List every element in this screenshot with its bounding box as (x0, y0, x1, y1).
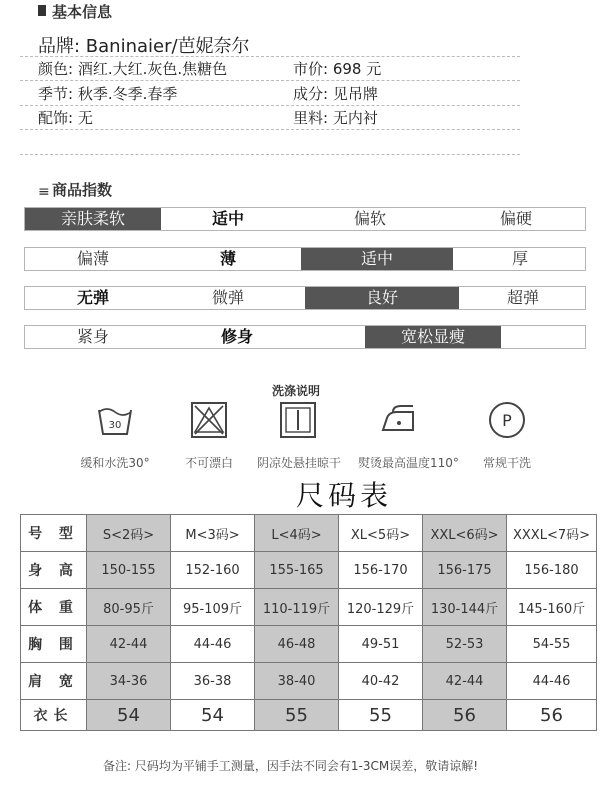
index-row (24, 207, 586, 231)
size-cell: 55 (339, 700, 423, 731)
size-cell: 54 (87, 700, 171, 731)
size-cell: 156-175 (423, 552, 507, 589)
size-cell: 衣长 (21, 700, 87, 731)
size-cell: 36-38 (171, 663, 255, 700)
index-cell: 紧身 (76, 327, 109, 346)
index-cell: 适中 (211, 209, 244, 228)
size-cell: 肩 宽 (21, 663, 87, 700)
size-column-header: L<4码> (255, 515, 339, 552)
size-cell: 44-46 (171, 626, 255, 663)
wash-30-icon (95, 400, 135, 440)
list-icon: ≡ (38, 184, 50, 200)
index-cell: 良好 (305, 287, 459, 309)
size-cell: 155-165 (255, 552, 339, 589)
basic-info-title: 基本信息 (52, 3, 113, 21)
brand-field: 品牌: Baninaier/芭妮奈尔 (38, 36, 250, 57)
svg-text:30: 30 (108, 420, 122, 431)
size-cell: 55 (255, 700, 339, 731)
document-icon (38, 5, 46, 16)
size-table-title: 尺码表 (296, 479, 393, 512)
size-column-header: M<3码> (171, 515, 255, 552)
size-cell: 38-40 (255, 663, 339, 700)
care-item (358, 400, 459, 471)
care-item (257, 400, 342, 471)
size-column-header: XL<5码> (339, 515, 423, 552)
care-label: 不可漂白 (184, 456, 233, 470)
index-cell: 薄 (219, 249, 236, 268)
size-column-header: 号 型 (21, 515, 87, 552)
size-cell: 156-180 (507, 552, 597, 589)
size-cell: 152-160 (171, 552, 255, 589)
composition-field: 成分: 见吊牌 (293, 85, 378, 103)
index-cell: 修身 (220, 327, 253, 346)
index-cell: 偏软 (353, 209, 386, 228)
index-cell: 宽松显瘦 (365, 326, 501, 348)
note-text: 备注: 尺码均为平铺手工测量，因手法不同会有1-3CM误差，敬请谅解! (103, 759, 479, 773)
size-cell: 42-44 (423, 663, 507, 700)
size-cell: 156-170 (339, 552, 423, 589)
no-bleach-icon (189, 400, 229, 440)
size-column-header: S<2码> (87, 515, 171, 552)
size-cell: 110-119斤 (255, 589, 339, 626)
size-cell: 49-51 (339, 626, 423, 663)
size-table-header (21, 515, 597, 552)
size-cell: 120-129斤 (339, 589, 423, 626)
table-row (21, 626, 597, 663)
size-column-header: XXXL<7码> (507, 515, 597, 552)
line-dry-shade-icon (278, 400, 318, 440)
svg-text:P: P (502, 411, 512, 430)
index-cell: 偏硬 (499, 209, 532, 228)
care-title: 洗涤说明 (272, 384, 321, 398)
care-label: 常规干洗 (482, 456, 531, 470)
care-label: 缓和水洗30° (80, 456, 150, 470)
size-cell: 150-155 (87, 552, 171, 589)
size-cell: 34-36 (87, 663, 171, 700)
size-cell: 44-46 (507, 663, 597, 700)
table-row (21, 589, 597, 626)
size-cell: 145-160斤 (507, 589, 597, 626)
lining-field: 里料: 无内衬 (293, 109, 378, 127)
index-cell: 无弹 (76, 288, 109, 307)
size-cell: 56 (507, 700, 597, 731)
size-cell: 40-42 (339, 663, 423, 700)
index-row (24, 286, 586, 310)
basic-info-section (0, 0, 601, 160)
index-cell: 偏薄 (76, 249, 109, 268)
table-row (21, 700, 597, 731)
size-cell: 胸 围 (21, 626, 87, 663)
care-item (74, 400, 156, 471)
size-cell: 身 高 (21, 552, 87, 589)
size-cell: 体 重 (21, 589, 87, 626)
size-table (20, 514, 597, 731)
accessory-field: 配饰: 无 (38, 109, 93, 127)
size-cell: 54 (171, 700, 255, 731)
iron-icon (379, 400, 419, 440)
care-item (466, 400, 548, 471)
size-cell: 130-144斤 (423, 589, 507, 626)
dry-clean-icon (487, 400, 527, 440)
care-label: 阴凉处悬挂晾干 (257, 456, 342, 470)
size-cell: 80-95斤 (87, 589, 171, 626)
size-cell: 95-109斤 (171, 589, 255, 626)
index-cell: 微弹 (211, 288, 244, 307)
product-index-title: 商品指数 (52, 181, 113, 199)
table-row (21, 663, 597, 700)
index-cell: 适中 (301, 248, 453, 270)
size-cell: 52-53 (423, 626, 507, 663)
index-cell: 厚 (511, 249, 528, 268)
care-item (168, 400, 250, 471)
size-cell: 46-48 (255, 626, 339, 663)
season-field: 季节: 秋季.冬季.春季 (38, 85, 178, 103)
size-cell: 56 (423, 700, 507, 731)
size-cell: 54-55 (507, 626, 597, 663)
index-cell: 亲肤柔软 (25, 208, 161, 230)
table-row (21, 552, 597, 589)
index-row (24, 325, 586, 349)
color-field: 颜色: 酒红.大红.灰色.焦糖色 (38, 60, 228, 78)
index-row (24, 247, 586, 271)
size-column-header: XXL<6码> (423, 515, 507, 552)
price-field: 市价: 698 元 (293, 60, 382, 78)
care-label: 熨烫最高温度110° (358, 456, 459, 470)
size-cell: 42-44 (87, 626, 171, 663)
index-cell: 超弹 (506, 288, 539, 307)
